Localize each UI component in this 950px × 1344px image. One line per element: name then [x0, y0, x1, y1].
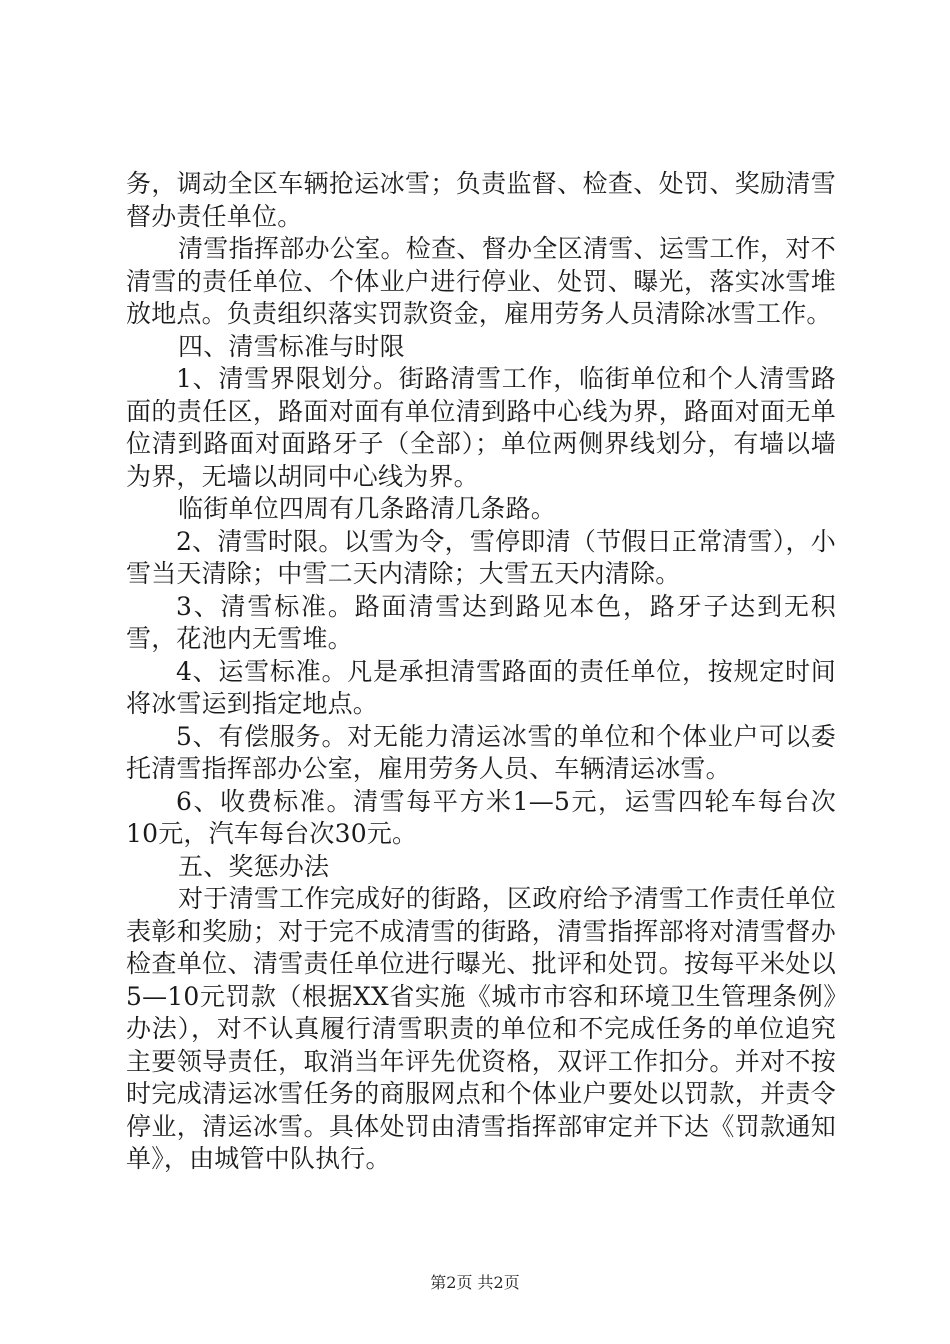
document-body — [126, 168, 836, 1176]
paragraph-item-4: 4、运雪标准。凡是承担清雪路面的责任单位，按规定时间将冰雪运到指定地点。 — [126, 656, 836, 718]
page-number-label: 第2页 共2页 — [430, 1273, 520, 1292]
paragraph-rewards-penalties: 对于清雪工作完成好的街路，区政府给予清雪工作责任单位表彰和奖励；对于完不成清雪的街路，清雪指挥部将对清雪督办检查单位、清雪责任单位进行曝光、批评和处罚。按每平米处以5—10元罚款（根据XX省实施《城市市容和环境卫生管理条例》办法），对不认真履行清雪职责的单位和不完成任务的单位追究主要领导责任，取消当年评先优资格，双评工作扣分。并对不按时完成清运冰雪任务的商服网点和个体业户要处以罚款，并责令停业，清运冰雪。具体处罚由清雪指挥部审定并下达《罚款通知单》，由城管中队执行。 — [126, 884, 836, 1173]
paragraph-2: 清雪指挥部办公室。检查、督办全区清雪、运雪工作，对不清雪的责任单位、个体业户进行停业、处罚、曝光，落实冰雪堆放地点。负责组织落实罚款资金，雇用劳务人员清除冰雪工作。 — [126, 234, 836, 328]
paragraph-item-6: 6、收费标准。清雪每平方米1—5元，运雪四轮车每台次10元，汽车每台次30元。 — [126, 786, 836, 848]
paragraph-1: 务，调动全区车辆抢运冰雪；负责监督、检查、处罚、奖励清雪督办责任单位。 — [126, 169, 836, 231]
section-heading-4: 四、清雪标准与时限 — [178, 331, 405, 361]
paragraph-item-2: 2、清雪时限。以雪为令，雪停即清（节假日正常清雪），小雪当天清除；中雪二天内清除；大雪五天内清除。 — [126, 526, 836, 588]
section-heading-5: 五、奖惩办法 — [178, 851, 330, 881]
paragraph-item-1-note: 临街单位四周有几条路清几条路。 — [178, 494, 557, 523]
paragraph-item-3: 3、清雪标准。路面清雪达到路见本色，路牙子达到无积雪，花池内无雪堆。 — [126, 591, 836, 653]
page-footer — [0, 1270, 950, 1293]
paragraph-item-5: 5、有偿服务。对无能力清运冰雪的单位和个体业户可以委托清雪指挥部办公室，雇用劳务人员、车辆清运冰雪。 — [126, 721, 836, 783]
paragraph-item-1: 1、清雪界限划分。街路清雪工作，临街单位和个人清雪路面的责任区，路面对面有单位清到路中心线为界，路面对面无单位清到路面对面路牙子（全部）；单位两侧界线划分，有墙以墙为界，无墙以胡同中心线为界。 — [126, 364, 836, 491]
